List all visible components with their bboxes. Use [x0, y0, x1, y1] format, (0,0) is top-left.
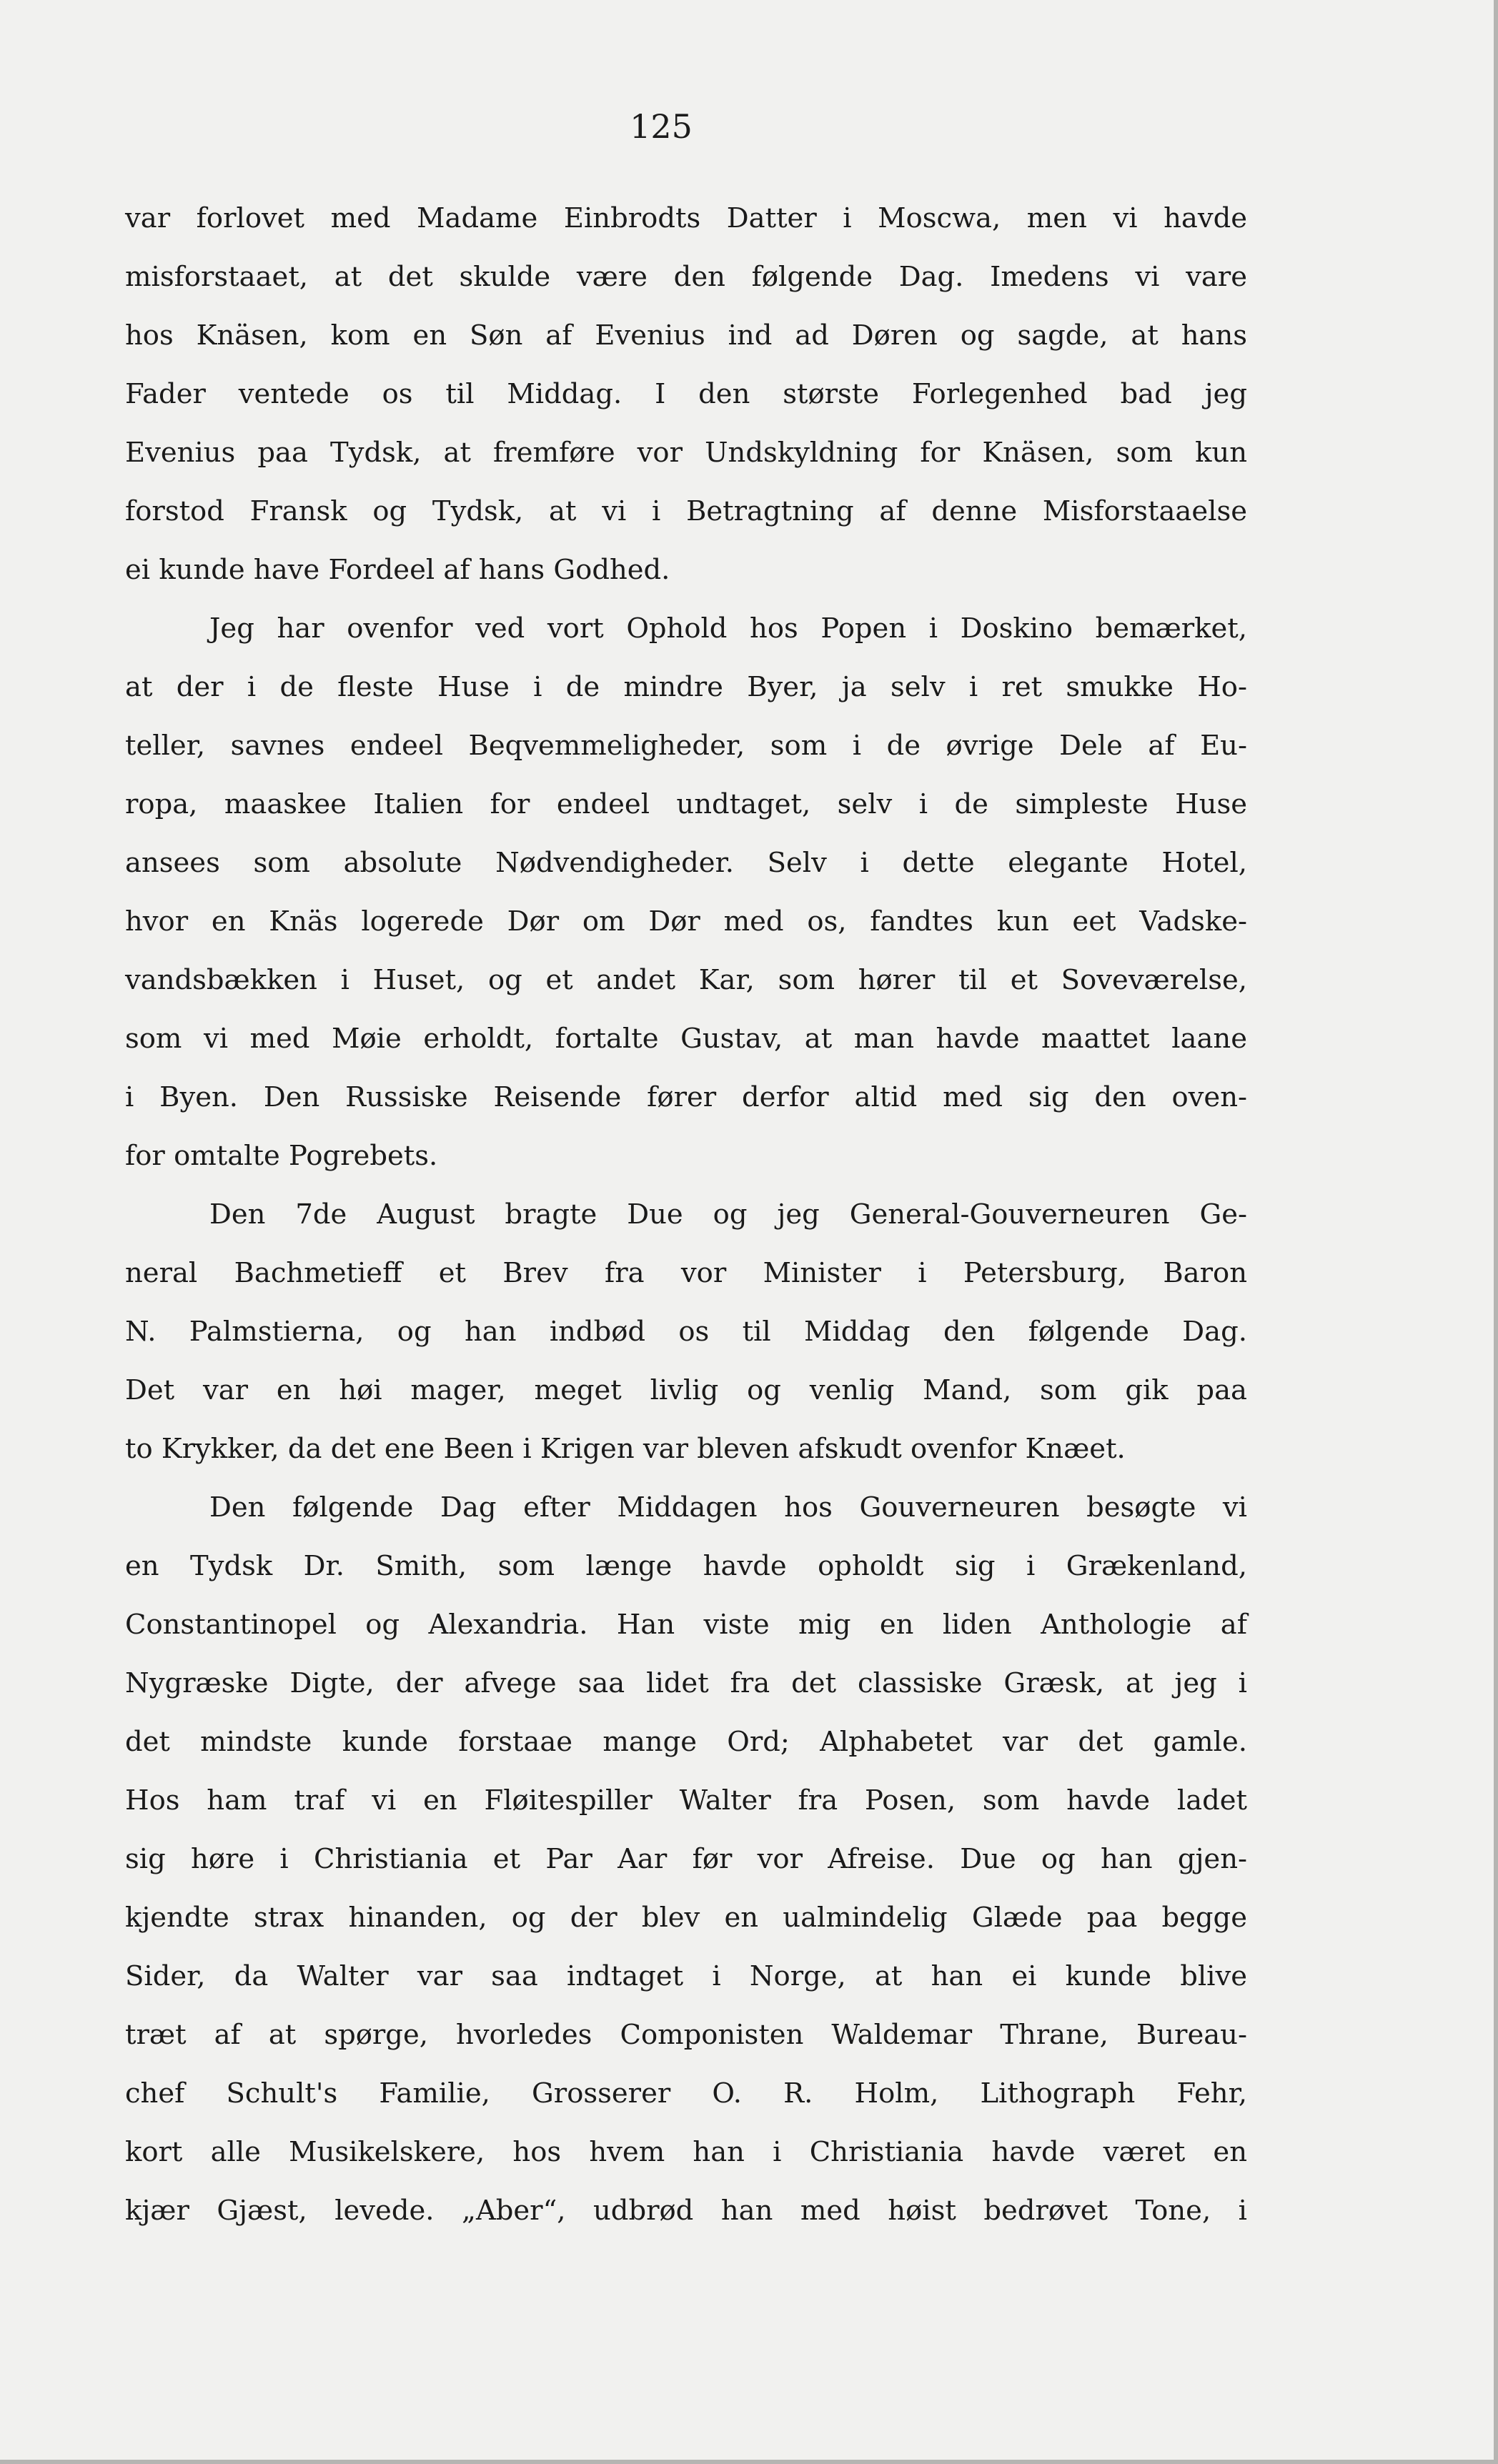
text-line: Det var en høi mager, meget livlig og venlig Mand, som gik paa — [125, 1374, 1247, 1406]
page-number: 125 — [630, 107, 693, 146]
text-line: træt af at spørge, hvorledes Componisten Waldemar Thrane, Bureau- — [125, 2019, 1247, 2051]
text-line: hvor en Knäs logerede Dør om Dør med os, fandtes kun eet Vadske- — [125, 905, 1247, 938]
paragraph — [125, 1186, 1247, 1479]
text-line: kjær Gjæst, levede. „Aber“, udbrød han med høist bedrøvet Tone, i — [125, 2195, 1247, 2227]
text-line: kort alle Musikelskere, hos hvem han i Christiania havde været en — [125, 2136, 1247, 2168]
text-line: neral Bachmetieff et Brev fra vor Minister i Petersburg, Baron — [125, 1257, 1247, 1289]
paragraph — [125, 600, 1247, 1186]
text-line: som vi med Møie erholdt, fortalte Gustav, at man havde maattet laane — [125, 1023, 1247, 1055]
text-line: teller, savnes endeel Beqvemmeligheder, som i de øvrige Dele af Eu- — [125, 730, 1247, 762]
text-line: N. Palmstierna, og han indbød os til Middag den følgende Dag. — [125, 1316, 1247, 1348]
text-line: Evenius paa Tydsk, at fremføre vor Undskyldning for Knäsen, som kun — [125, 437, 1247, 469]
text-line: Constantinopel og Alexandria. Han viste mig en liden Anthologie af — [125, 1609, 1247, 1641]
text-line: kjendte strax hinanden, og der blev en ualmindelig Glæde paa begge — [125, 1902, 1247, 1934]
text-line: to Krykker, da det ene Been i Krigen var bleven afskudt ovenfor Knæet. — [125, 1433, 1126, 1465]
text-line: Jeg har ovenfor ved vort Ophold hos Popen i Doskino bemærket, — [209, 612, 1247, 645]
paragraph — [125, 189, 1247, 600]
text-line: chef Schult's Familie, Grosserer O. R. Holm, Lithograph Fehr, — [125, 2077, 1247, 2110]
text-line: hos Knäsen, kom en Søn af Evenius ind ad Døren og sagde, at hans — [125, 319, 1247, 352]
body-text — [125, 189, 1247, 2240]
text-line: Hos ham traf vi en Fløitespiller Walter fra Posen, som havde ladet — [125, 1784, 1247, 1817]
text-line: Nygræske Digte, der afvege saa lidet fra det classiske Græsk, at jeg i — [125, 1667, 1247, 1699]
text-line: ropa, maaskee Italien for endeel undtaget, selv i de simpleste Huse — [125, 788, 1247, 820]
text-line: en Tydsk Dr. Smith, som længe havde opholdt sig i Grækenland, — [125, 1550, 1247, 1582]
text-line: i Byen. Den Russiske Reisende fører derfor altid med sig den oven- — [125, 1081, 1247, 1113]
text-line: sig høre i Christiania et Par Aar før vor Afreise. Due og han gjen- — [125, 1843, 1247, 1875]
text-line: det mindste kunde forstaae mange Ord; Alphabetet var det gamle. — [125, 1726, 1247, 1758]
text-line: Sider, da Walter var saa indtaget i Norge, at han ei kunde blive — [125, 1960, 1247, 1992]
text-line: Den 7de August bragte Due og jeg General-Gouverneuren Ge- — [209, 1198, 1247, 1231]
text-line: vandsbækken i Huset, og et andet Kar, som hører til et Soveværelse, — [125, 964, 1247, 996]
text-line: ei kunde have Fordeel af hans Godhed. — [125, 554, 670, 586]
text-line: misforstaaet, at det skulde være den følgende Dag. Imedens vi vare — [125, 261, 1247, 293]
text-line: ansees som absolute Nødvendigheder. Selv i dette elegante Hotel, — [125, 847, 1247, 879]
text-line: Fader ventede os til Middag. I den største Forlegenhed bad jeg — [125, 378, 1247, 410]
paragraph — [125, 1479, 1247, 2240]
text-line: Den følgende Dag efter Middagen hos Gouverneuren besøgte vi — [209, 1491, 1247, 1524]
text-line: var forlovet med Madame Einbrodts Datter i Moscwa, men vi havde — [125, 202, 1247, 234]
text-line: at der i de fleste Huse i de mindre Byer, ja selv i ret smukke Ho- — [125, 671, 1247, 703]
text-line: forstod Fransk og Tydsk, at vi i Betragtning af denne Misforstaaelse — [125, 495, 1247, 527]
text-line: for omtalte Pogrebets. — [125, 1140, 438, 1172]
